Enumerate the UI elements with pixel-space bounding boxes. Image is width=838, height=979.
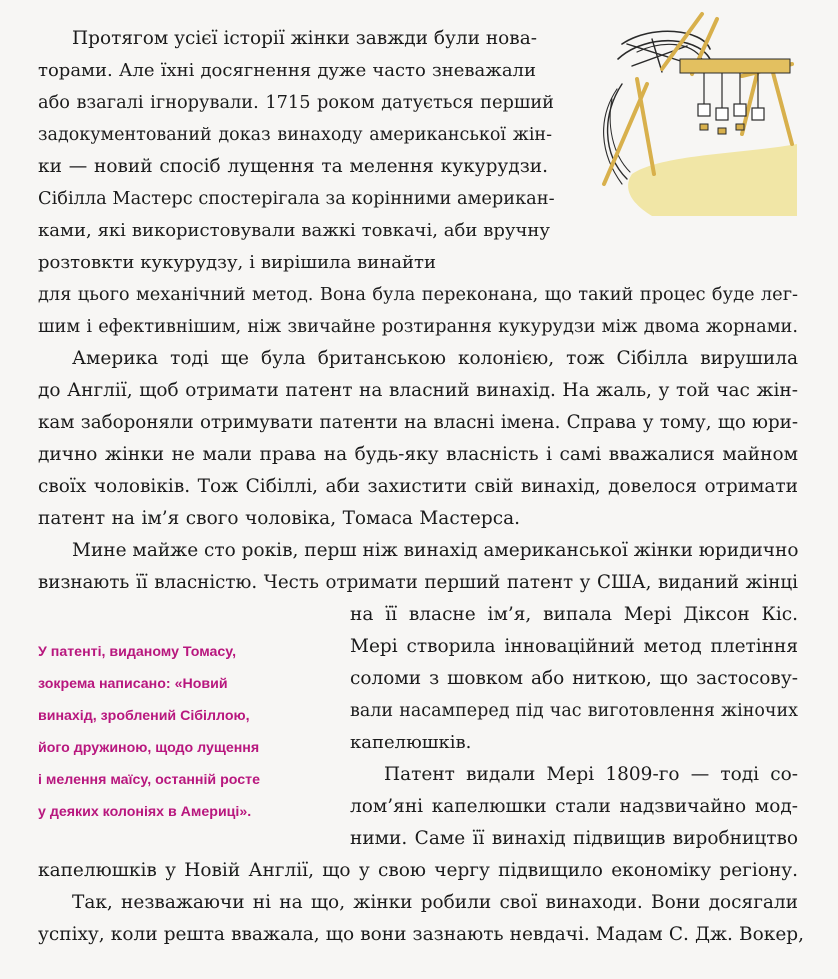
body-line: Мері створила інноваційний метод плетіння xyxy=(350,636,798,657)
body-line: торами. Але їхні досягнення дуже часто зневажали xyxy=(38,60,536,81)
sidenote-line: його дружиною, щодо лущення xyxy=(38,740,260,756)
body-line: кам забороняли отримувати патенти на власні імена. Справа у тому, що юри- xyxy=(38,412,798,433)
body-line: визнають її власністю. Честь отримати перший патент у США, виданий жінці xyxy=(38,572,798,593)
body-line: Сібілла Мастерс спостерігала за корінними американ- xyxy=(38,189,555,209)
corn-mill-illustration xyxy=(592,4,804,216)
body-line: ними. Саме її винахід підвищив виробництво xyxy=(350,828,798,849)
sidenote-line: у деяких колоніях в Америці». xyxy=(38,804,252,820)
body-line: Америка тоді ще була британською колонією, тож Сібілла вирушила xyxy=(72,348,798,369)
sidenote-line: винахід, зроблений Сібіллою, xyxy=(38,708,250,724)
body-line: для цього механічний метод. Вона була переконана, що такий процес буде лег- xyxy=(38,285,798,305)
sidenote-line: зокрема написано: «Новий xyxy=(38,676,228,692)
body-line: Так, незважаючи ні на що, жінки робили свої винаходи. Вони досягали xyxy=(72,892,798,913)
body-line: вали насамперед під час виготовлення жіночих xyxy=(350,701,798,721)
body-line: Мине майже сто років, перш ніж винахід американської жінки юридично xyxy=(72,540,799,561)
sidenote-line: і мелення маїсу, останній росте xyxy=(38,772,260,788)
body-line: ки — новий спосіб лущення та мелення кукурудзи. xyxy=(38,156,548,177)
body-line: лом’яні капелюшки стали надзвичайно мод- xyxy=(350,796,798,817)
body-line: дично жінки не мали права на будь-яку власність і самі вважалися майном xyxy=(38,444,798,465)
body-line: на її власне ім’я, випала Мері Діксон Кіс. xyxy=(350,604,798,625)
body-line: Протягом усієї історії жінки завжди були нова- xyxy=(72,28,537,49)
body-line: соломи з шовком або ниткою, що застосову- xyxy=(350,668,798,689)
sidenote-line: У патенті, виданому Томасу, xyxy=(38,644,237,660)
body-line: або взагалі ігнорували. 1715 роком датується перший xyxy=(38,93,554,113)
body-line: капелюшків у Новій Англії, що у свою чергу підвищило економіку регіону. xyxy=(38,860,798,881)
body-line: Патент видали Мері 1809-го — тоді со- xyxy=(384,764,798,785)
body-line: до Англії, щоб отримати патент на власний винахід. На жаль, у той час жін- xyxy=(38,380,798,401)
body-line: капелюшків. xyxy=(350,732,472,753)
body-line: своїх чоловіків. Тож Сібіллі, аби захистити свій винахід, довелося отримати xyxy=(38,476,798,497)
body-line: шим і ефективнішим, ніж звичайне розтирання кукурудзи між двома жорнами. xyxy=(38,317,798,337)
body-line: успіху, коли решта вважала, що вони зазнають невдачі. Мадам С. Дж. Вокер, xyxy=(38,924,804,945)
body-line: ками, які використовували важкі товкачі, аби вручну xyxy=(38,220,550,241)
body-line: задокументований доказ винаходу американської жін- xyxy=(38,125,552,145)
body-line: розтовкти кукурудзу, і вирішила винайти xyxy=(38,252,436,273)
body-line: патент на ім’я свого чоловіка, Томаса Мастерса. xyxy=(38,508,520,529)
